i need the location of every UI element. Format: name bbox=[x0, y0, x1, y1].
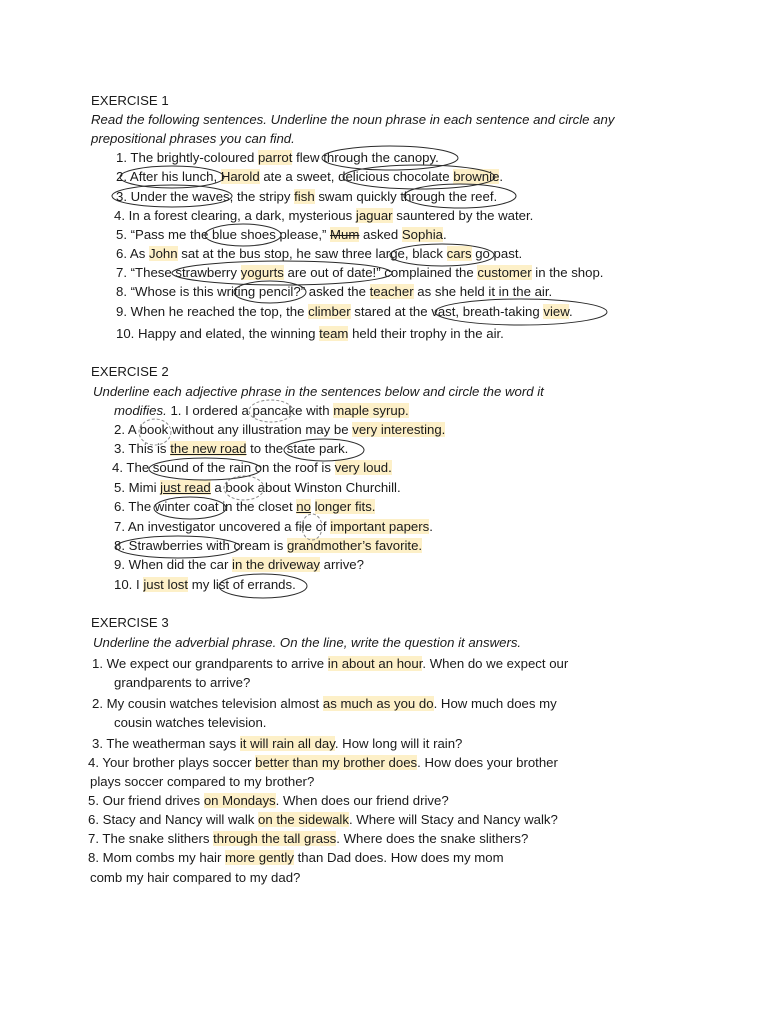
exercise-1-sentence-1: 1. The brightly-coloured parrot flew through the canopy. bbox=[116, 150, 439, 165]
exercise-3-sentence-5: 5. Our friend drives on Mondays. When does our friend drive? bbox=[88, 793, 449, 808]
exercise-1-sentence-2: 2. After his lunch, Harold ate a sweet, delicious chocolate brownie. bbox=[116, 169, 504, 184]
exercise-3-sentence-2: 2. My cousin watches television almost as much as you do. How much does my bbox=[92, 696, 557, 711]
exercise-3-sentence-7: 7. The snake slithers through the tall grass. Where does the snake slithers? bbox=[88, 831, 529, 846]
exercise-1-instruction-line-1: Read the following sentences. Underline the noun phrase in each sentence and circle any bbox=[91, 112, 615, 127]
exercise-2-sentence-9: 9. When did the car in the driveway arrive? bbox=[114, 557, 364, 572]
exercise-1-sentence-8: 8. “Whose is this writing pencil?” asked the teacher as she held it in the air. bbox=[116, 284, 553, 299]
exercise-2-sentence-2: 2. A book without any illustration may be very interesting. bbox=[114, 422, 446, 437]
exercise-3-sentence-8: 8. Mom combs my hair more gently than Dad does. How does my mom bbox=[88, 850, 504, 865]
exercise-1-sentence-10: 10. Happy and elated, the winning team held their trophy in the air. bbox=[116, 326, 504, 341]
exercise-3-sentence-1: 1. We expect our grandparents to arrive in about an hour. When do we expect our bbox=[92, 656, 569, 671]
exercise-1-heading: EXERCISE 1 bbox=[91, 93, 169, 108]
exercise-1-sentence-3: 3. Under the waves, the stripy fish swam quickly through the reef. bbox=[116, 189, 498, 204]
exercise-2-sentence-4: 4. The sound of the rain on the roof is very loud. bbox=[112, 460, 392, 475]
exercise-3-heading: EXERCISE 3 bbox=[91, 615, 169, 630]
exercise-3-sentence-8-cont: comb my hair compared to my dad? bbox=[90, 870, 301, 885]
exercise-3-sentence-3: 3. The weatherman says it will rain all day. How long will it rain? bbox=[92, 736, 463, 751]
exercise-2-sentence-3: 3. This is the new road to the state park. bbox=[114, 441, 349, 456]
exercise-1-sentence-5: 5. “Pass me the blue shoes please,” Mum asked Sophia. bbox=[116, 227, 447, 242]
exercise-1-instruction-line-2: prepositional phrases you can find. bbox=[91, 131, 295, 146]
exercise-2-sentence-7: 7. An investigator uncovered a file of important papers. bbox=[114, 519, 433, 534]
exercise-1-sentence-7: 7. “These strawberry yogurts are out of date!” complained the customer in the shop. bbox=[116, 265, 604, 280]
exercise-2-sentence-5: 5. Mimi just read a book about Winston Churchill. bbox=[114, 480, 401, 495]
exercise-1-sentence-9: 9. When he reached the top, the climber stared at the vast, breath-taking view. bbox=[116, 304, 573, 319]
exercise-3-instruction: Underline the adverbial phrase. On the line, write the question it answers. bbox=[93, 635, 522, 650]
exercise-3-sentence-6: 6. Stacy and Nancy will walk on the sidewalk. Where will Stacy and Nancy walk? bbox=[88, 812, 558, 827]
exercise-2-sentence-8: 8. Strawberries with cream is grandmother’s favorite. bbox=[114, 538, 423, 553]
exercise-3-sentence-2-cont: cousin watches television. bbox=[114, 715, 267, 730]
exercise-3-sentence-4-cont: plays soccer compared to my brother? bbox=[90, 774, 315, 789]
exercise-2-sentence-1: modifies. 1. I ordered a pancake with maple syrup. bbox=[114, 403, 409, 418]
exercise-2-heading: EXERCISE 2 bbox=[91, 364, 169, 379]
exercise-3-sentence-4: 4. Your brother plays soccer better than my brother does. How does your brother bbox=[88, 755, 558, 770]
exercise-1-sentence-6: 6. As John sat at the bus stop, he saw three large, black cars go past. bbox=[116, 246, 523, 261]
exercise-1-sentence-4: 4. In a forest clearing, a dark, mysterious jaguar sauntered by the water. bbox=[114, 208, 534, 223]
exercise-2-sentence-6: 6. The winter coat in the closet no longer fits. bbox=[114, 499, 376, 514]
exercise-2-sentence-10: 10. I just lost my list of errands. bbox=[114, 577, 296, 592]
exercise-2-instruction-line-1: Underline each adjective phrase in the sentences below and circle the word it bbox=[93, 384, 544, 399]
exercise-3-sentence-1-cont: grandparents to arrive? bbox=[114, 675, 251, 690]
exercise-2-instruction-line-2: modifies. bbox=[114, 403, 167, 418]
